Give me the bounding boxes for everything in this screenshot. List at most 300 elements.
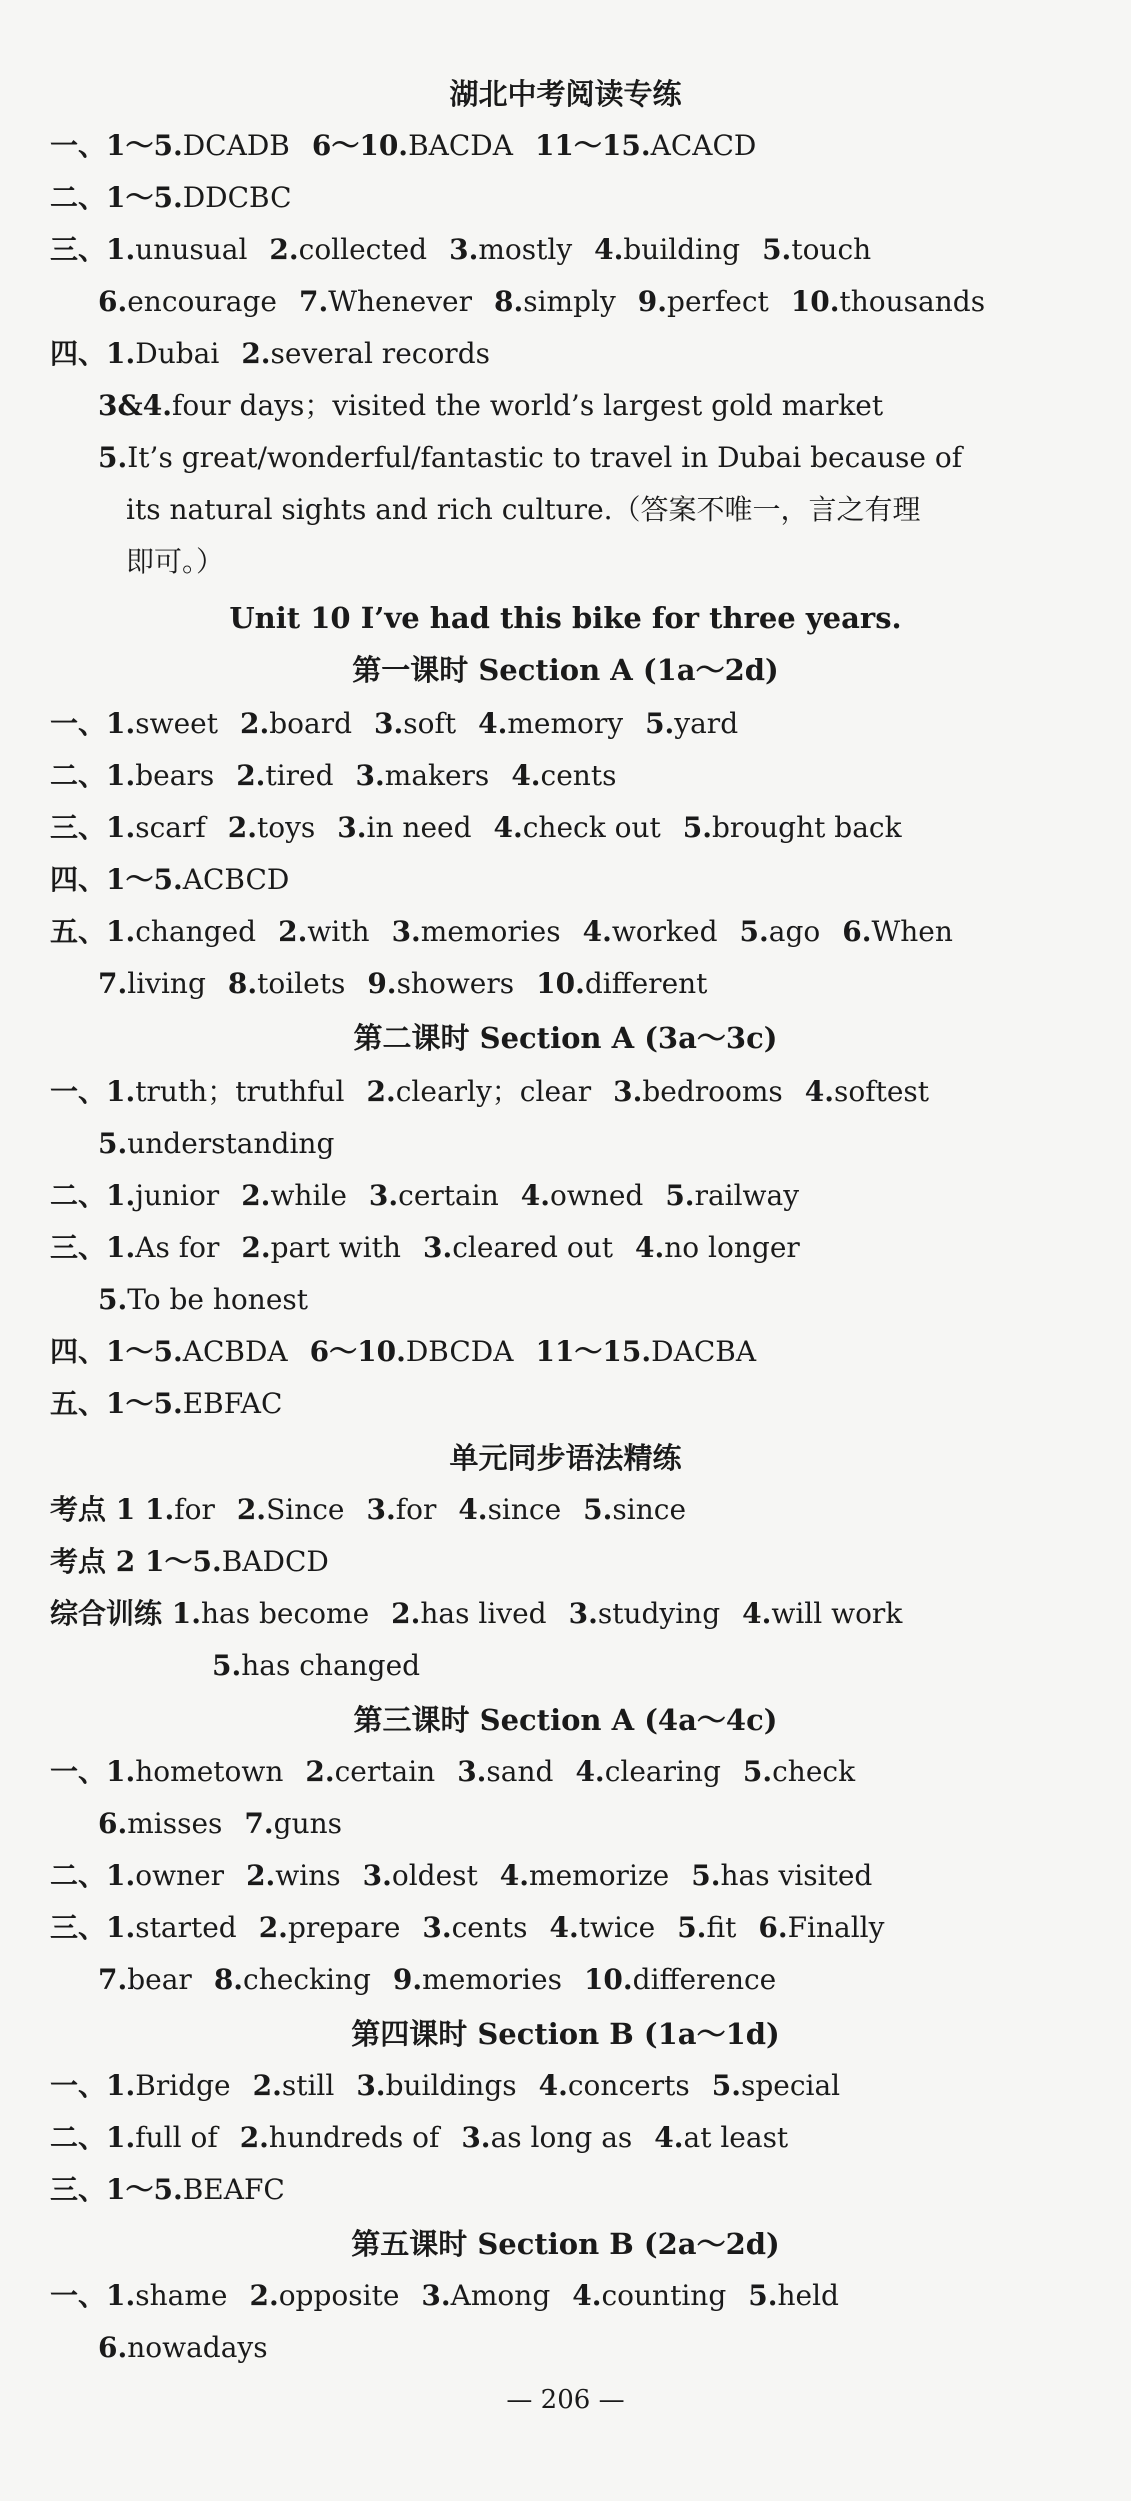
answer-text: while <box>270 1179 347 1212</box>
answer-number: 2. <box>278 915 308 948</box>
question-group-label: 四、 <box>50 337 107 370</box>
answer-item <box>106 863 289 896</box>
answer-number: 1. <box>106 2121 136 2154</box>
answer-number: 9. <box>367 967 397 1000</box>
answer-text: cents <box>540 759 617 792</box>
answer-number: 7. <box>98 967 128 1000</box>
answer-text: board <box>269 707 353 740</box>
answer-number: 5. <box>677 1911 707 1944</box>
answer-text: bears <box>135 759 215 792</box>
answer-text: ACACD <box>650 129 757 162</box>
question-group-label: 考点 2 <box>50 1545 145 1578</box>
answer-text: since <box>487 1493 562 1526</box>
answer-number: 2. <box>269 233 299 266</box>
answer-number: 4. <box>572 2279 602 2312</box>
answer-number: 2. <box>236 1493 267 1526</box>
answer-text: railway <box>694 1179 800 1212</box>
answer-row <box>50 2270 1131 2322</box>
answer-text: collected <box>298 233 428 266</box>
answer-text: BEAFC <box>182 2173 285 2206</box>
answer-row <box>98 2322 1131 2374</box>
answer-number: 3. <box>461 2121 491 2154</box>
answer-item <box>740 915 821 948</box>
answer-number: 2. <box>258 1911 288 1944</box>
answer-number: 6. <box>842 915 872 948</box>
answer-number: 9. <box>392 1963 423 1996</box>
answer-text: four days；visited the world’s largest gold market <box>172 389 884 422</box>
answer-row <box>50 1484 1131 1536</box>
answer-item <box>241 1231 401 1264</box>
answer-text: BACDA <box>408 129 513 162</box>
answer-text: EBFAC <box>182 1387 283 1420</box>
answer-number: 9. <box>637 285 668 318</box>
answer-text: has visited <box>720 1859 873 1892</box>
answer-item <box>521 1179 644 1212</box>
answer-item <box>106 1859 224 1892</box>
answer-row <box>50 906 1131 958</box>
answer-number: 1. <box>106 233 136 266</box>
answer-text: twice <box>578 1911 656 1944</box>
answer-text: opposite <box>278 2279 400 2312</box>
answer-number: 4. <box>742 1597 772 1630</box>
answer-number: 2. <box>241 1231 271 1264</box>
question-group-label: 综合训练 <box>50 1597 172 1630</box>
answer-row <box>98 380 1131 432</box>
answer-item <box>172 1597 369 1630</box>
answer-text: When <box>871 915 953 948</box>
answer-item <box>106 181 292 214</box>
answer-number: 2. <box>246 1859 276 1892</box>
answer-item <box>500 1859 669 1892</box>
answer-text: hometown <box>135 1755 284 1788</box>
answer-item <box>106 915 256 948</box>
answer-item <box>457 1755 553 1788</box>
answer-text: nowadays <box>127 2331 268 2364</box>
question-group-label: 一、 <box>50 707 107 740</box>
answer-number: 3. <box>337 811 367 844</box>
answer-item <box>422 1911 527 1944</box>
answer-number: 5. <box>682 811 712 844</box>
answer-item <box>613 1075 783 1108</box>
answer-text: perfect <box>667 285 769 318</box>
answer-text: DCADB <box>182 129 290 162</box>
answer-item <box>228 967 345 1000</box>
answer-row <box>98 1274 1131 1326</box>
answer-number: 1. <box>106 759 136 792</box>
answer-number: 3. <box>613 1075 643 1108</box>
answer-number: 5. <box>762 233 792 266</box>
question-group-label: 一、 <box>50 2069 107 2102</box>
answer-number: 4. <box>520 1179 550 1212</box>
answer-text: memories <box>420 915 561 948</box>
answer-item <box>278 915 369 948</box>
answer-text: counting <box>601 2279 727 2312</box>
answer-number: 1. <box>106 337 136 370</box>
answer-text: worked <box>611 915 718 948</box>
answer-number: 1. <box>106 1755 136 1788</box>
answer-number: 8. <box>213 1963 244 1996</box>
question-group-label: 四、 <box>50 863 107 896</box>
answer-row <box>98 432 1131 484</box>
answer-row <box>50 1222 1131 1274</box>
question-group-label: 三、 <box>50 1231 107 1264</box>
answer-number: 3. <box>391 915 421 948</box>
answer-item <box>366 1493 436 1526</box>
answer-number: 1. <box>106 1231 136 1264</box>
answer-text: sweet <box>135 707 218 740</box>
answer-number: 4. <box>493 811 523 844</box>
answer-item <box>98 441 962 474</box>
answer-item <box>494 285 616 318</box>
answer-item <box>478 707 623 740</box>
answer-text: for <box>395 1493 437 1526</box>
answer-text: To be honest <box>127 1283 309 1316</box>
answer-text: several records <box>270 337 490 370</box>
answer-number: 1. <box>106 707 136 740</box>
answer-text: certain <box>334 1755 436 1788</box>
answer-number: 1. <box>106 2069 136 2102</box>
answer-item <box>106 1755 283 1788</box>
answer-text: memory <box>507 707 624 740</box>
answer-item <box>106 1387 282 1420</box>
answer-text: has changed <box>241 1649 421 1682</box>
answer-number: 11～15. <box>534 129 651 162</box>
answer-number: 6～10. <box>311 129 409 162</box>
answer-item <box>575 1755 720 1788</box>
section-heading: Unit 10 I’ve had this bike for three years. <box>229 601 902 635</box>
answer-item <box>106 2173 285 2206</box>
answer-text: cents <box>451 1911 528 1944</box>
answer-number: 2. <box>241 337 271 370</box>
answer-continuation: 即可。） <box>126 545 225 578</box>
answer-text: softest <box>834 1075 930 1108</box>
answer-number: 4. <box>582 915 612 948</box>
answer-number: 4. <box>575 1755 605 1788</box>
answer-text: DDCBC <box>182 181 292 214</box>
answer-text: living <box>127 967 206 1000</box>
answer-item <box>356 2069 516 2102</box>
answer-number: 2. <box>366 1075 396 1108</box>
answer-item <box>106 129 290 162</box>
answer-item <box>106 1179 219 1212</box>
answer-text: makers <box>384 759 490 792</box>
answer-number: 5. <box>691 1859 721 1892</box>
answer-text: check out <box>522 811 661 844</box>
answer-item <box>791 285 985 318</box>
answer-item <box>748 2279 839 2312</box>
answer-item <box>363 1859 478 1892</box>
answer-row <box>50 2112 1131 2164</box>
answer-number: 3. <box>355 759 385 792</box>
answer-number: 2. <box>241 1179 271 1212</box>
answer-number: 5. <box>742 1755 773 1788</box>
section-heading: 湖北中考阅读专练 <box>449 77 682 111</box>
answer-item <box>106 2121 218 2154</box>
answer-text: changed <box>135 915 257 948</box>
answer-row <box>50 224 1131 276</box>
answer-text: held <box>777 2279 839 2312</box>
question-group-label: 考点 1 <box>50 1493 145 1526</box>
answer-item <box>535 129 756 162</box>
answer-item <box>98 2331 268 2364</box>
answer-item <box>212 1649 420 1682</box>
answer-text: scarf <box>135 811 206 844</box>
answer-text: for <box>174 1493 215 1526</box>
answer-item <box>305 1755 435 1788</box>
answer-text: yard <box>674 707 739 740</box>
question-group-label: 二、 <box>50 759 107 792</box>
answer-item <box>214 1963 371 1996</box>
answer-item <box>654 2121 788 2154</box>
answer-item <box>269 233 427 266</box>
answer-number: 10. <box>536 967 585 1000</box>
answer-text: unusual <box>135 233 248 266</box>
answer-text: difference <box>632 1963 777 1996</box>
answer-item <box>253 2069 335 2102</box>
answer-item <box>743 1755 855 1788</box>
answer-item <box>638 285 769 318</box>
answer-number: 1. <box>106 811 136 844</box>
section-heading: 第二课时 Section A (3a～3c) <box>353 1021 778 1055</box>
answer-item <box>665 1179 799 1212</box>
answer-number: 10. <box>583 1963 633 1996</box>
answer-item <box>742 1597 902 1630</box>
answer-row <box>50 802 1131 854</box>
answer-number: 2. <box>239 2121 269 2154</box>
answer-text: still <box>281 2069 335 2102</box>
answer-item <box>106 1231 219 1264</box>
answer-text: clearly；clear <box>395 1075 592 1108</box>
answer-text: Since <box>266 1493 345 1526</box>
answer-row <box>50 2164 1131 2216</box>
question-group-label: 三、 <box>50 233 107 266</box>
answer-text: building <box>623 233 741 266</box>
answer-row <box>50 1170 1131 1222</box>
question-group-label: 三、 <box>50 1911 107 1944</box>
answer-text: cleared out <box>452 1231 614 1264</box>
answer-number: 5. <box>98 441 128 474</box>
answer-item <box>145 1545 329 1578</box>
answer-text: hundreds of <box>268 2121 440 2154</box>
answer-row <box>50 1902 1131 1954</box>
answer-number: 3. <box>568 1597 598 1630</box>
answer-text: thousands <box>839 285 986 318</box>
answer-row <box>50 2060 1131 2112</box>
answer-item <box>98 389 883 422</box>
answer-item <box>249 2279 399 2312</box>
answer-number: 1. <box>106 1859 136 1892</box>
answer-number: 2. <box>249 2279 279 2312</box>
answer-number: 3. <box>422 1231 453 1264</box>
answer-text: Dubai <box>135 337 220 370</box>
question-group-label: 三、 <box>50 2173 107 2206</box>
answer-text: shame <box>135 2279 228 2312</box>
answer-item <box>758 1911 884 1944</box>
answer-number: 5. <box>583 1493 613 1526</box>
answer-text: BADCD <box>221 1545 329 1578</box>
answer-item <box>106 1911 237 1944</box>
answer-text: clearing <box>604 1755 721 1788</box>
answer-row <box>50 698 1131 750</box>
answer-item <box>367 967 514 1000</box>
answer-text: concerts <box>567 2069 690 2102</box>
answer-text: owner <box>135 1859 225 1892</box>
answer-number: 2. <box>239 707 270 740</box>
answer-number: 3. <box>374 707 404 740</box>
answer-row <box>98 1798 1131 1850</box>
answer-item <box>449 233 572 266</box>
answer-item <box>423 1231 613 1264</box>
answer-item <box>421 2279 550 2312</box>
question-group-label: 五、 <box>50 915 107 948</box>
answer-item <box>356 759 490 792</box>
answer-number: 1～5. <box>106 2173 183 2206</box>
answer-text: As for <box>135 1231 220 1264</box>
answer-number: 1～5. <box>106 863 183 896</box>
answer-number: 6. <box>98 2331 128 2364</box>
answer-row <box>50 328 1131 380</box>
answer-row <box>98 1118 1131 1170</box>
answer-item <box>458 1493 561 1526</box>
answer-text: since <box>612 1493 687 1526</box>
answer-text: tired <box>265 759 334 792</box>
answer-row <box>50 1066 1131 1118</box>
answer-text: Among <box>450 2279 551 2312</box>
answer-number: 6. <box>98 285 128 318</box>
answer-number: 4. <box>635 1231 665 1264</box>
answer-number: 4. <box>511 759 541 792</box>
question-group-label: 二、 <box>50 2121 107 2154</box>
answer-number: 7. <box>98 1963 128 1996</box>
answer-item <box>635 1231 800 1264</box>
answer-item <box>536 967 707 1000</box>
answer-row <box>98 276 1131 328</box>
answer-number: 3&4. <box>98 389 172 422</box>
answer-number: 7. <box>244 1807 274 1840</box>
answer-number: 2. <box>305 1755 335 1788</box>
answer-item <box>98 1963 192 1996</box>
answer-text: ACBDA <box>182 1335 288 1368</box>
answer-item <box>583 1493 686 1526</box>
answer-text: sand <box>486 1755 554 1788</box>
answer-item <box>583 915 718 948</box>
answer-item <box>240 707 352 740</box>
question-group-label: 二、 <box>50 181 107 214</box>
answer-number: 11～15. <box>535 1335 652 1368</box>
answer-text: touch <box>791 233 872 266</box>
section-heading: 第四课时 Section B (1a～1d) <box>351 2017 780 2051</box>
answer-number: 1. <box>144 1493 175 1526</box>
answer-row <box>212 1640 1131 1692</box>
answer-number: 1. <box>106 1911 136 1944</box>
answer-number: 4. <box>538 2069 568 2102</box>
answer-row <box>50 854 1131 906</box>
answer-text: buildings <box>385 2069 517 2102</box>
answer-number: 1. <box>106 1179 136 1212</box>
answer-item <box>393 1963 562 1996</box>
answer-number: 1～5. <box>106 1387 183 1420</box>
answer-item <box>106 1075 345 1108</box>
answer-text: Finally <box>787 1911 885 1944</box>
question-group-label: 四、 <box>50 1335 107 1368</box>
section-heading: 单元同步语法精练 <box>449 1441 682 1475</box>
answer-text: showers <box>396 967 515 1000</box>
answer-number: 2. <box>391 1597 421 1630</box>
answer-row <box>50 120 1131 172</box>
answer-item <box>145 1493 215 1526</box>
answer-text: certain <box>398 1179 499 1212</box>
answer-item <box>98 285 277 318</box>
answer-item <box>594 233 740 266</box>
answer-row <box>50 1588 1131 1640</box>
answer-number: 5. <box>748 2279 778 2312</box>
answer-text: It’s great/wonderful/fantastic to travel in Dubai because of <box>127 441 963 474</box>
answer-text: DBCDA <box>405 1335 514 1368</box>
answer-number: 5. <box>665 1179 695 1212</box>
answer-number: 3. <box>362 1859 392 1892</box>
answer-text: checking <box>243 1963 371 1996</box>
answer-item <box>98 1283 308 1316</box>
answer-number: 1～5. <box>144 1545 222 1578</box>
answer-item <box>762 233 871 266</box>
question-group-label: 三、 <box>50 811 107 844</box>
answer-text: owned <box>549 1179 644 1212</box>
answer-row <box>50 1850 1131 1902</box>
answer-text: ACBCD <box>182 863 290 896</box>
question-group-label: 二、 <box>50 1179 107 1212</box>
answer-item <box>106 707 218 740</box>
answer-text: memorize <box>529 1859 670 1892</box>
answer-text: bedrooms <box>642 1075 783 1108</box>
answer-text: studying <box>597 1597 721 1630</box>
answer-item <box>98 1807 222 1840</box>
answer-item <box>98 967 206 1000</box>
answer-number: 3. <box>356 2069 386 2102</box>
answer-number: 6. <box>758 1911 788 1944</box>
answer-number: 3. <box>457 1755 487 1788</box>
answer-item <box>312 129 513 162</box>
answer-number: 5. <box>98 1127 128 1160</box>
answer-text: different <box>584 967 708 1000</box>
answer-number: 1～5. <box>106 129 183 162</box>
answer-row <box>98 958 1131 1010</box>
answer-text: mostly <box>478 233 573 266</box>
answer-text: full of <box>135 2121 218 2154</box>
answer-item <box>98 1127 334 1160</box>
answer-text: soft <box>403 707 457 740</box>
answer-number: 2. <box>227 811 257 844</box>
question-group-label: 一、 <box>50 1755 107 1788</box>
answer-item <box>539 2069 690 2102</box>
answer-number: 3. <box>421 2279 451 2312</box>
answer-number: 4. <box>804 1075 835 1108</box>
answer-number: 1～5. <box>106 181 183 214</box>
answer-item <box>569 1597 721 1630</box>
answer-text: prepare <box>287 1911 401 1944</box>
answer-item <box>106 811 206 844</box>
answer-number: 5. <box>645 707 675 740</box>
answer-item <box>106 233 247 266</box>
question-group-label: 五、 <box>50 1387 107 1420</box>
answer-number: 5. <box>739 915 769 948</box>
answer-item <box>241 337 490 370</box>
answer-number: 3. <box>368 1179 399 1212</box>
answer-item <box>106 2069 231 2102</box>
answer-item <box>106 759 214 792</box>
answer-number: 10. <box>790 285 840 318</box>
answer-number: 5. <box>98 1283 128 1316</box>
answer-number: 2. <box>252 2069 282 2102</box>
